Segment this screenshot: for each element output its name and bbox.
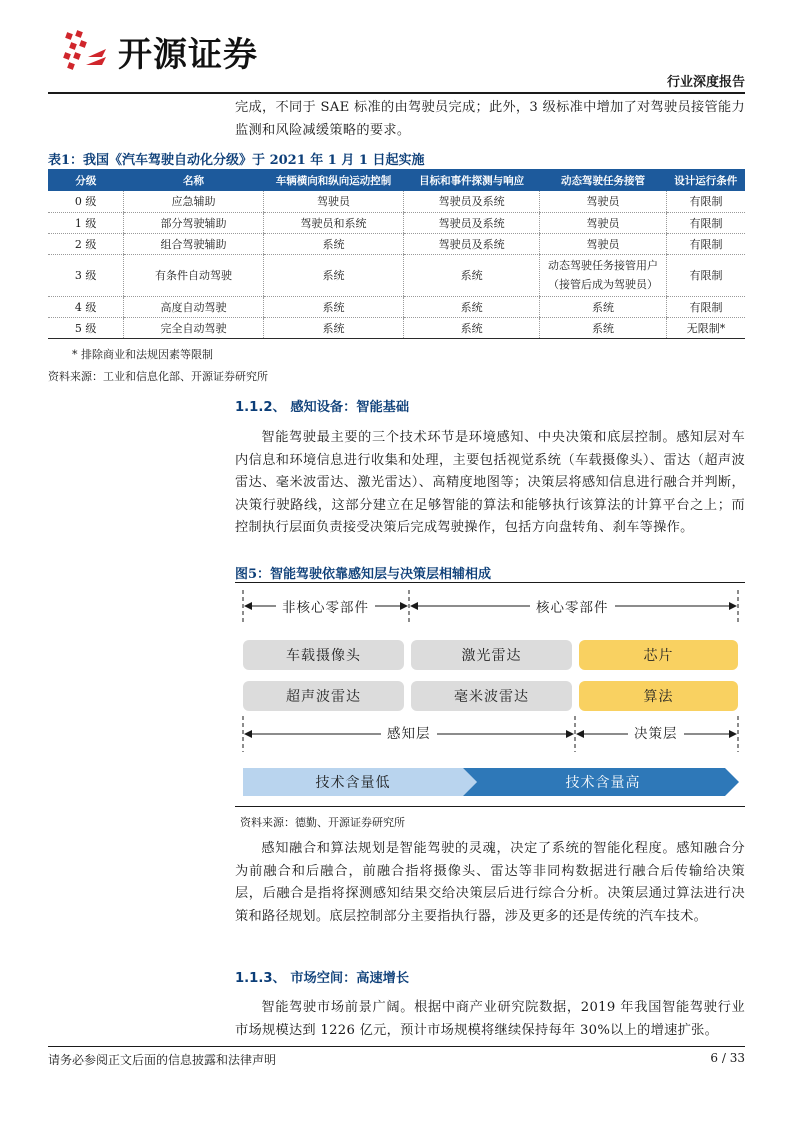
- table-cell: 有限制: [666, 296, 745, 317]
- high-tech-label: 技术含量高: [565, 775, 641, 791]
- table-cell: 驾驶员: [540, 233, 667, 254]
- table-row: [48, 296, 745, 317]
- chip-algorithm: 算法: [579, 681, 738, 711]
- chip-chip: 芯片: [579, 640, 738, 670]
- page-number: 6 / 33: [710, 1051, 745, 1065]
- table-title: 表1：我国《汽车驾驶自动化分级》于 2021 年 1 月 1 日起实施: [48, 153, 425, 168]
- table-header-cell: 名称: [124, 169, 264, 191]
- table-row: [48, 317, 745, 338]
- table-cell-line: （接管后成为驾驶员）: [548, 278, 659, 291]
- chip-mmwave-radar: 毫米波雷达: [411, 681, 572, 711]
- automation-level-table: [48, 169, 745, 339]
- table-cell: 驾驶员和系统: [263, 212, 403, 233]
- table-row: [48, 254, 745, 296]
- figure-bottom-rule: [235, 806, 745, 807]
- table-cell: 有限制: [666, 233, 745, 254]
- table-source: 资料来源：工业和信息化部、开源证券研究所: [48, 370, 268, 383]
- table-cell: 2 级: [48, 233, 124, 254]
- section-heading-1-1-3: 1.1.3、 市场空间：高速增长: [235, 971, 410, 986]
- table-cell: 0 级: [48, 191, 124, 212]
- table-cell: 系统: [540, 296, 667, 317]
- brand-logo: [62, 26, 302, 76]
- footer-divider: [48, 1046, 745, 1047]
- chip-ultrasonic-radar: 超声波雷达: [243, 681, 404, 711]
- figure-source: 资料来源：德勤、开源证券研究所: [240, 816, 405, 829]
- table-cell: 驾驶员及系统: [404, 233, 540, 254]
- table-cell: 应急辅助: [124, 191, 264, 212]
- table-cell: 无限制*: [666, 317, 745, 338]
- table-header-cell: 动态驾驶任务接管: [540, 169, 667, 191]
- table-cell: 系统: [540, 317, 667, 338]
- table-cell: 系统: [263, 254, 403, 296]
- chip-camera: 车载摄像头: [243, 640, 404, 670]
- table-cell: 有限制: [666, 254, 745, 296]
- figure-title: 图5：智能驾驶依靠感知层与决策层相辅相成: [235, 567, 492, 582]
- fusion-paragraph: 感知融合和算法规划是智能驾驶的灵魂，决定了系统的智能化程度。感知融合分为前融合和后融合，前融合指将摄像头、雷达等非同构数据进行融合后传输给决策层，后融合是指将探测感知结果交给决策层后进行综合分析。决策层通过算法进行决策和路径规划。底层控制部分主要指执行器，涉及更多的还是传统的汽车技术。: [235, 841, 745, 924]
- decision-layer-label: 决策层: [628, 722, 684, 742]
- table-row: [48, 233, 745, 254]
- section-heading-1-1-2: 1.1.2、 感知设备：智能基础: [235, 400, 410, 415]
- table-cell: 系统: [404, 317, 540, 338]
- table-cell: 驾驶员及系统: [404, 191, 540, 212]
- table-header-cell: 目标和事件探测与响应: [404, 169, 540, 191]
- table-cell: 有限制: [666, 212, 745, 233]
- table-footnote: * 排除商业和法规因素等限制: [72, 348, 213, 361]
- table-cell: 1 级: [48, 212, 124, 233]
- table-row: [48, 212, 745, 233]
- chip-lidar: 激光雷达: [411, 640, 572, 670]
- table-cell: 驾驶员: [540, 191, 667, 212]
- brand-logo-icon: [62, 27, 110, 75]
- table-cell: 驾驶员: [540, 212, 667, 233]
- core-label: 核心零部件: [530, 596, 615, 616]
- table-row: [48, 191, 745, 212]
- table-cell: 5 级: [48, 317, 124, 338]
- table-cell: 系统: [263, 317, 403, 338]
- table-header-cell: 车辆横向和纵向运动控制: [263, 169, 403, 191]
- header-divider: [48, 92, 745, 94]
- footer-disclaimer: 请务必参阅正文后面的信息披露和法律声明: [48, 1053, 277, 1067]
- table-cell: 驾驶员及系统: [404, 212, 540, 233]
- table-cell-line: 动态驾驶任务接管用户: [548, 259, 659, 272]
- table-cell: 系统: [404, 296, 540, 317]
- table-cell: 有限制: [666, 191, 745, 212]
- perception-layer-label: 感知层: [381, 722, 437, 742]
- table-header-row: [48, 169, 745, 191]
- section-1-1-2-paragraph: 智能驾驶最主要的三个技术环节是环境感知、中央决策和底层控制。感知层对车内信息和环境信息进行收集和处理，主要包括视觉系统（车载摄像头）、雷达（超声波雷达、毫米波雷达、激光雷达）、高精度地图等；决策层将感知信息进行融合并判断，决策行驶路线，这部分建立在足够智能的算法和能够执行该算法的计算平台之上；而控制执行层面负责接受决策后完成驾驶操作，包括方向盘转角、刹车等操作。: [235, 430, 745, 535]
- brand-name: 开源证券: [118, 34, 258, 75]
- table-cell: 系统: [263, 233, 403, 254]
- table-cell: 部分驾驶辅助: [124, 212, 264, 233]
- table-cell-takeover: [540, 254, 667, 296]
- table-cell: 完全自动驾驶: [124, 317, 264, 338]
- table-cell: 系统: [263, 296, 403, 317]
- table-header-cell: 设计运行条件: [666, 169, 745, 191]
- report-type: 行业深度报告: [666, 75, 745, 90]
- low-tech-label: 技术含量低: [315, 775, 391, 791]
- table-cell: 系统: [404, 254, 540, 296]
- table-cell: 4 级: [48, 296, 124, 317]
- table-cell: 3 级: [48, 254, 124, 296]
- section-1-1-3-paragraph: 智能驾驶市场前景广阔。根据中商产业研究院数据，2019 年我国智能驾驶行业市场规模达到 1226 亿元，预计市场规模将继续保持每年 30%以上的增速扩张。: [235, 1000, 745, 1038]
- non-core-label: 非核心零部件: [276, 596, 375, 616]
- table-cell: 高度自动驾驶: [124, 296, 264, 317]
- table-header-cell: 分级: [48, 169, 124, 191]
- table-cell: 组合驾驶辅助: [124, 233, 264, 254]
- figure-top-rule: [235, 582, 745, 583]
- intro-paragraph: 完成，不同于 SAE 标准的由驾驶员完成；此外，3 级标准中增加了对驾驶员接管能力监测和风险减缓策略的要求。: [235, 100, 745, 138]
- table-cell: 驾驶员: [263, 191, 403, 212]
- table-cell: 有条件自动驾驶: [124, 254, 264, 296]
